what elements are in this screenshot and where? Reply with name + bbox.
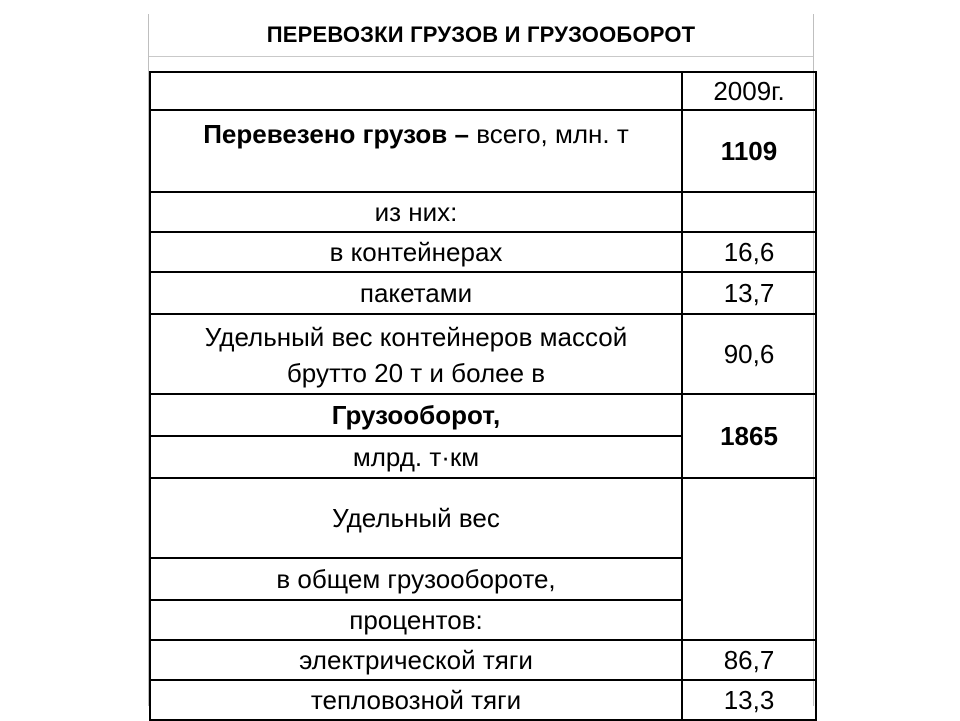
of-them-value-cell[interactable] — [682, 192, 816, 232]
of-them-label-cell[interactable]: из них: — [150, 192, 682, 232]
containers-value-cell[interactable]: 16,6 — [682, 232, 816, 272]
table-row-containers — [150, 232, 816, 272]
turnover-label-line2[interactable]: млрд. т·км — [150, 436, 682, 478]
table-title: ПЕРЕВОЗКИ ГРУЗОВ И ГРУЗООБОРОТ — [149, 14, 813, 57]
table-row-turnover-1 — [150, 394, 816, 436]
table-row-share-turnover-1 — [150, 478, 816, 558]
table-row-cargo — [150, 110, 816, 192]
table-row-of-them — [150, 192, 816, 232]
freight-table — [149, 71, 817, 721]
share-turnover-line2[interactable]: в общем грузообороте, — [150, 558, 682, 600]
share-turnover-line1[interactable]: Удельный вес — [150, 478, 682, 558]
cargo-label-rest: всего, млн. т — [468, 119, 629, 149]
turnover-label-line1[interactable]: Грузооборот, — [150, 394, 682, 436]
header-row — [150, 72, 816, 110]
share-turnover-value-cell[interactable] — [682, 478, 816, 640]
diesel-value-cell[interactable]: 13,3 — [682, 680, 816, 720]
turnover-value-cell[interactable]: 1865 — [682, 394, 816, 478]
share-containers-value-cell[interactable]: 90,6 — [682, 314, 816, 394]
cargo-label-cell[interactable] — [150, 110, 682, 192]
year-header-cell[interactable]: 2009г. — [682, 72, 816, 110]
spreadsheet-sheet — [148, 14, 814, 715]
diesel-label-cell[interactable]: тепловозной тяги — [150, 680, 682, 720]
cargo-label-bold: Перевезено грузов – — [203, 119, 469, 149]
table-row-share-containers — [150, 314, 816, 394]
table-row-electric — [150, 640, 816, 680]
packages-label-cell[interactable]: пакетами — [150, 272, 682, 314]
table-row-diesel — [150, 680, 816, 720]
containers-label-cell[interactable]: в контейнерах — [150, 232, 682, 272]
electric-label-cell[interactable]: электрической тяги — [150, 640, 682, 680]
cargo-value-cell[interactable]: 1109 — [682, 110, 816, 192]
packages-value-cell[interactable]: 13,7 — [682, 272, 816, 314]
electric-value-cell[interactable]: 86,7 — [682, 640, 816, 680]
share-turnover-line3[interactable]: процентов: — [150, 600, 682, 640]
table-row-packages — [150, 272, 816, 314]
header-label-cell[interactable] — [150, 72, 682, 110]
share-containers-label-cell[interactable] — [150, 314, 682, 394]
share-containers-label: Удельный вес контейнеров массой брутто 20 т и более в — [204, 322, 628, 388]
